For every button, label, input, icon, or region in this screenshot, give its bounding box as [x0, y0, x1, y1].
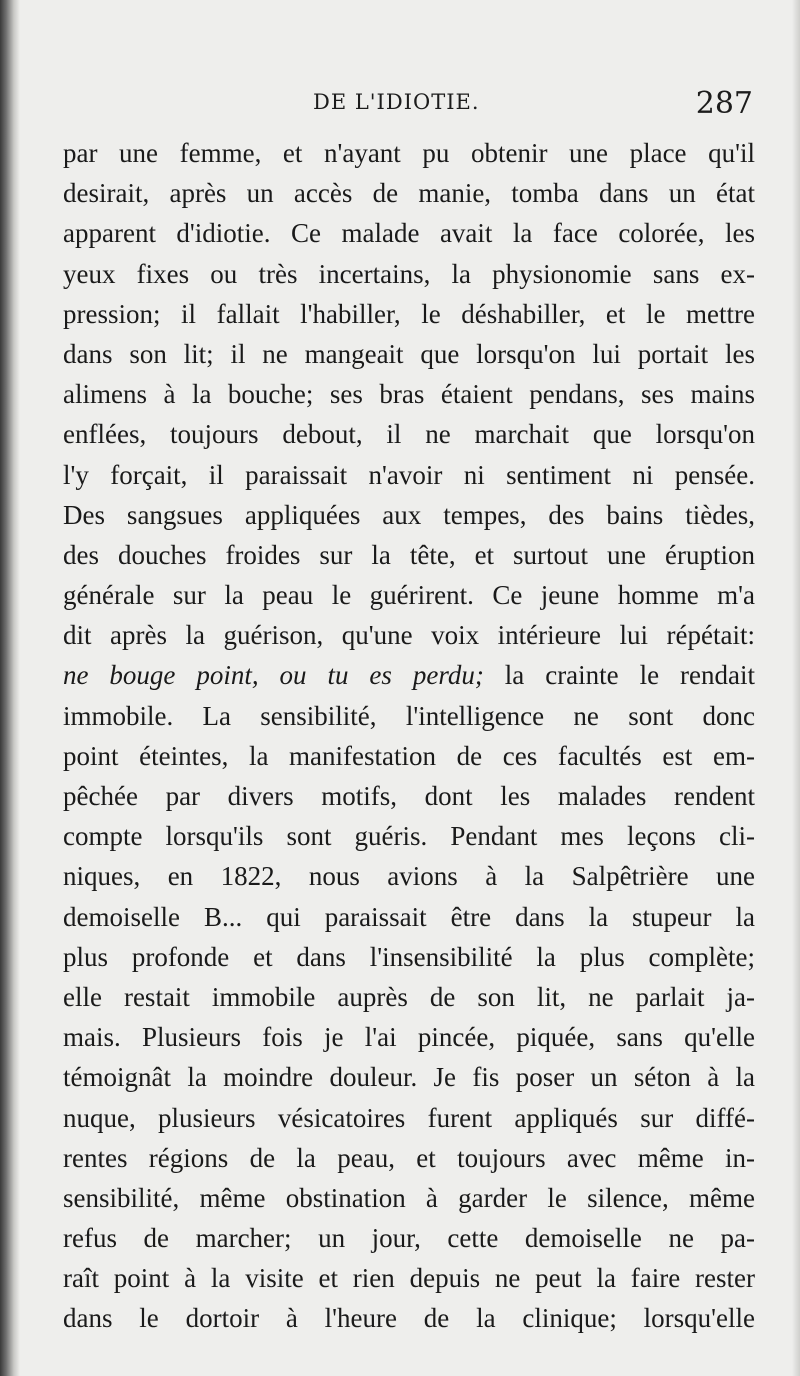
text-line: raît point à la visite et rien depuis ne peut la faire rester: [63, 1263, 755, 1294]
text-line: Des sangsues appliquées aux tempes, des bains tièdes,: [63, 499, 755, 530]
text-line: yeux fixes ou très incertains, la physionomie sans ex-: [63, 258, 755, 289]
page-number: 287: [695, 86, 753, 121]
page-right-edge: [792, 0, 800, 1376]
text-line-italic-start: [63, 655, 755, 695]
text-segment: la crainte le rendait: [483, 660, 755, 691]
text-line: l'y forçait, il paraissait n'avoir ni sentiment ni pensée.: [63, 459, 755, 490]
text-line: par une femme, et n'ayant pu obtenir une place qu'il: [63, 138, 755, 168]
body-text: [63, 133, 755, 1339]
text-line: enflées, toujours debout, il ne marchait que lorsqu'on: [63, 419, 755, 450]
text-line: rentes régions de la peau, et toujours avec même in-: [63, 1142, 755, 1173]
italic-phrase: ne bouge point, ou tu es perdu;: [63, 660, 484, 691]
text-line: pêchée par divers motifs, dont les malades rendent: [63, 781, 755, 811]
text-line: compte lorsqu'ils sont guéris. Pendant mes leçons cli-: [63, 821, 755, 852]
text-line: témoignât la moindre douleur. Je fis poser un séton à la: [63, 1062, 755, 1093]
text-line: refus de marcher; un jour, cette demoiselle ne pa-: [63, 1223, 755, 1254]
text-line: niques, en 1822, nous avions à la Salpêtrière une: [63, 861, 755, 892]
text-line: nuque, plusieurs vésicatoires furent appliqués sur diffé-: [63, 1102, 755, 1133]
text-line: alimens à la bouche; ses bras étaient pendans, ses mains: [63, 379, 755, 410]
binding-edge: [0, 0, 20, 1376]
text-line: immobile. La sensibilité, l'intelligence ne sont donc: [63, 700, 755, 731]
text-line: desirait, après un accès de manie, tomba dans un état: [63, 178, 755, 209]
text-line: dans le dortoir à l'heure de la clinique; lorsqu'elle: [63, 1303, 755, 1334]
text-line: plus profonde et dans l'insensibilité la plus complète;: [63, 941, 755, 972]
running-head-title: DE L'IDIOTIE.: [313, 90, 480, 114]
text-line: sensibilité, même obstination à garder le silence, même: [63, 1182, 755, 1213]
text-line: demoiselle B... qui paraissait être dans la stupeur la: [63, 901, 755, 932]
text-line: des douches froides sur la tête, et surtout une éruption: [63, 539, 755, 570]
text-line: dit après la guérison, qu'une voix intérieure lui répétait:: [63, 620, 755, 651]
running-head: [63, 86, 755, 126]
text-line: mais. Plusieurs fois je l'ai pincée, piquée, sans qu'elle: [63, 1022, 755, 1053]
text-line: pression; il fallait l'habiller, le déshabiller, et le mettre: [63, 298, 755, 329]
text-line: elle restait immobile auprès de son lit, ne parlait ja-: [63, 981, 755, 1012]
text-line: générale sur la peau le guérirent. Ce jeune homme m'a: [63, 580, 755, 611]
text-line: apparent d'idiotie. Ce malade avait la face colorée, les: [63, 218, 755, 249]
text-line: point éteintes, la manifestation de ces facultés est em-: [63, 740, 755, 771]
text-line: dans son lit; il ne mangeait que lorsqu'on lui portait les: [63, 338, 755, 369]
